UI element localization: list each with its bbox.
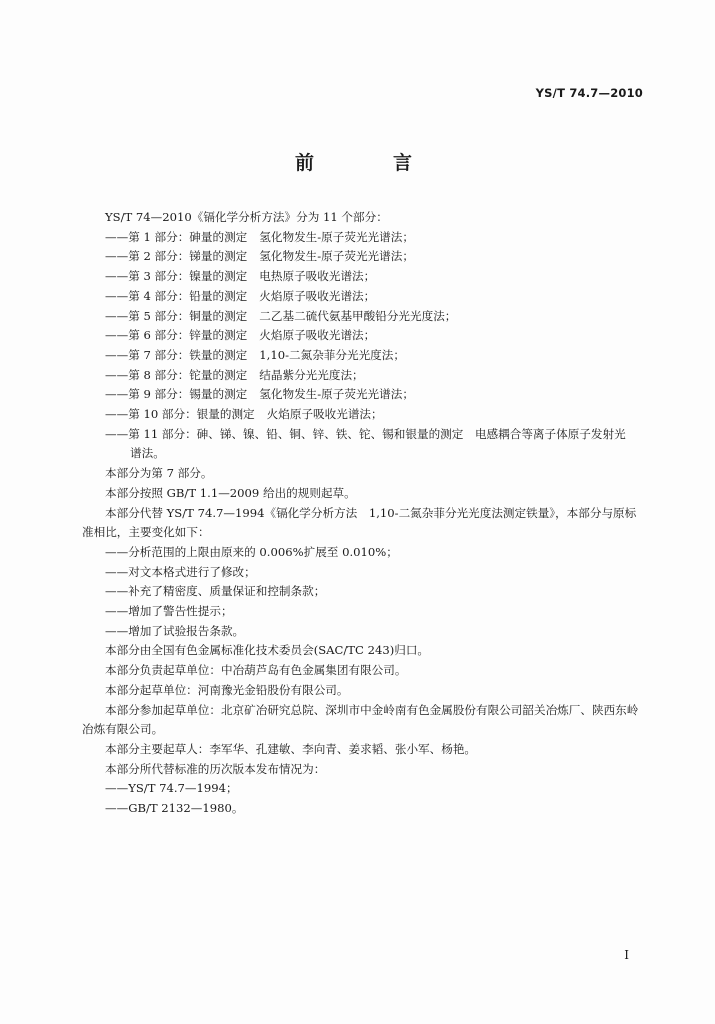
- page-number: I: [624, 948, 629, 962]
- part-name: ——第 7 部分：铁量的测定: [105, 347, 248, 362]
- part-method: 氢化物发生-原子荧光光谱法；: [259, 249, 414, 264]
- list-item-part-11: ——第 11 部分：砷、锑、镍、铅、铜、锌、铁、铊、锡和银量的测定 电感耦合等离子体原子发射光: [105, 426, 626, 441]
- list-item: [82, 228, 644, 248]
- list-item: ——补充了精密度、质量保证和控制条款；: [105, 584, 326, 599]
- list-item: ——增加了警告性提示；: [105, 604, 233, 619]
- part-method: 火焰原子吸收光谱法；: [266, 407, 383, 422]
- list-item: ——YS/T 74.7—1994；: [105, 781, 238, 796]
- list-item: [82, 326, 644, 346]
- part-method: 氢化物发生-原子荧光光谱法；: [259, 387, 414, 402]
- part-method: 氢化物发生-原子荧光光谱法；: [259, 229, 414, 244]
- list-item: [82, 307, 644, 327]
- foreword-body: [82, 208, 644, 819]
- participating-units-statement: 本部分参加起草单位：北京矿冶研究总院、深圳市中金岭南有色金属股份有限公司韶关冶炼厂、陕西东岭冶炼有限公司。: [82, 702, 639, 737]
- drafters-statement: 本部分主要起草人：李军华、孔建敏、李向青、姜求韬、张小军、杨艳。: [105, 741, 477, 756]
- part-name: ——第 2 部分：锑量的测定: [105, 249, 248, 264]
- list-item: [82, 287, 644, 307]
- list-item: [82, 385, 644, 405]
- intro-line: YS/T 74—2010《镉化学分析方法》分为 11 个部分：: [105, 210, 388, 224]
- list-item: ——分析范围的上限由原来的 0.006%扩展至 0.010%；: [105, 544, 398, 559]
- proposer-statement: 本部分由全国有色金属标准化技术委员会(SAC/TC 243)归口。: [105, 643, 430, 658]
- list-item: [82, 346, 644, 366]
- list-item-part-11-continued: 谱法。: [130, 446, 165, 461]
- this-part-statement: 本部分为第 7 部分。: [105, 466, 213, 481]
- drafting-unit-statement: 本部分起草单位：河南豫光金铅股份有限公司。: [105, 682, 349, 697]
- standard-code: YS/T 74.7—2010: [535, 86, 643, 100]
- list-item: [82, 247, 644, 267]
- drafting-rule-statement: 本部分按照 GB/T 1.1—2009 给出的规则起草。: [105, 485, 356, 500]
- part-name: ——第 9 部分：锡量的测定: [105, 387, 248, 402]
- page-title: 前 言: [294, 152, 442, 174]
- part-name: ——第 6 部分：锌量的测定: [105, 328, 248, 343]
- part-name: ——第 3 部分：镍量的测定: [105, 269, 248, 284]
- parts-list: [82, 228, 644, 464]
- history-intro: 本部分所代替标准的历次版本发布情况为：: [105, 761, 326, 776]
- list-item: ——GB/T 2132—1980。: [105, 801, 244, 816]
- history-list: [82, 779, 644, 818]
- list-item: [82, 405, 644, 425]
- part-method: 火焰原子吸收光谱法；: [259, 288, 376, 303]
- list-item: ——对文本格式进行了修改；: [105, 564, 256, 579]
- part-method: 火焰原子吸收光谱法；: [259, 328, 376, 343]
- part-name: ——第 4 部分：铅量的测定: [105, 288, 248, 303]
- part-name: ——第 10 部分：银量的测定: [105, 407, 255, 422]
- part-method: 1,10-二氮杂菲分光光度法；: [259, 347, 405, 362]
- part-method: 电热原子吸收光谱法；: [259, 269, 376, 284]
- part-method: 二乙基二硫代氨基甲酸铅分光光度法；: [259, 308, 457, 323]
- replaces-statement: 本部分代替 YS/T 74.7—1994《镉化学分析方法 1,10-二氮杂菲分光光度法测定铁量》，本部分与原标准相比，主要变化如下：: [82, 505, 637, 540]
- responsible-unit-statement: 本部分负责起草单位：中冶葫芦岛有色金属集团有限公司。: [105, 663, 407, 678]
- part-method: 结晶紫分光光度法；: [259, 367, 364, 382]
- changes-list: [82, 543, 644, 642]
- list-item: ——增加了试验报告条款。: [105, 623, 245, 638]
- list-item: [82, 267, 644, 287]
- part-name: ——第 8 部分：铊量的测定: [105, 367, 248, 382]
- list-item: [82, 366, 644, 386]
- part-name: ——第 5 部分：铜量的测定: [105, 308, 248, 323]
- part-name: ——第 1 部分：砷量的测定: [105, 229, 248, 244]
